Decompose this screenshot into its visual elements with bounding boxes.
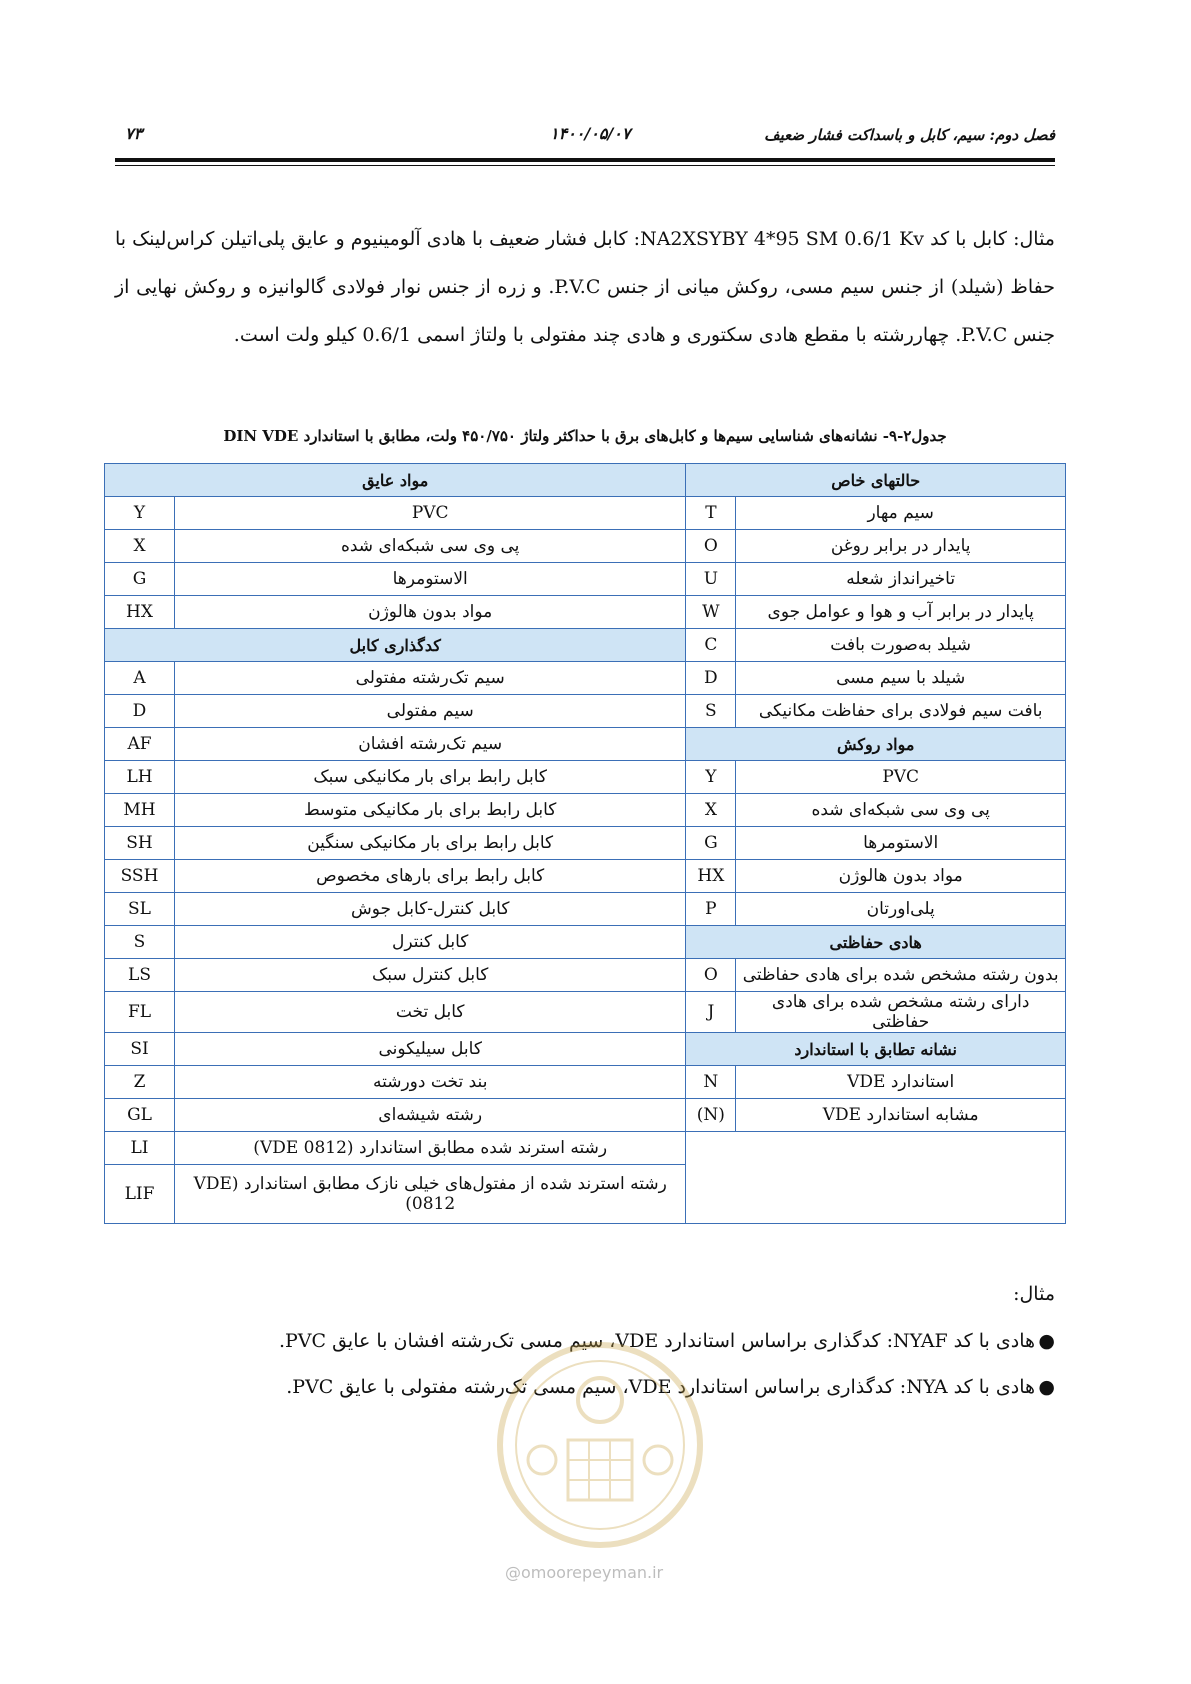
code-cell: S	[686, 695, 736, 728]
table-row	[105, 530, 1066, 563]
description-cell: استاندارد VDE	[736, 1066, 1066, 1099]
example-item: ●هادی با کد NYA: کدگذاری براساس استاندارد VDE، سیم مسی تک‌رشته مفتولی با عایق PVC.	[235, 1364, 1055, 1410]
description-cell: PVC	[175, 497, 686, 530]
code-cell: C	[686, 629, 736, 662]
description-cell: تاخیرانداز شعله	[736, 563, 1066, 596]
code-cell: LS	[105, 959, 175, 992]
bullet-icon: ●	[1038, 1330, 1055, 1352]
bullet-icon: ●	[1038, 1376, 1055, 1398]
section-header-cell: هادی حفاظتی	[686, 926, 1066, 959]
table-row	[105, 1033, 1066, 1066]
table-row	[105, 959, 1066, 992]
table-row	[105, 596, 1066, 629]
code-cell: HX	[686, 860, 736, 893]
description-cell: کابل سیلیکونی	[175, 1033, 686, 1066]
intro-paragraph: مثال: کابل با کد NA2XSYBY 4*95 SM 0.6/1 Kv: کابل فشار ضعیف با هادی آلومینیوم و عایق پلی‌اتیلن کراس‌لینک با حفاظ (شیلد) از جنس سیم مسی، روکش میانی از جنس P.V.C. و زره از جنس نوار فولادی گالوانیزه و روکش نهایی از جنس P.V.C. چهاررشته با مقطع هادی سکتوری و هادی چند مفتولی با ولتاژ اسمی 0.6/1 کیلو ولت است.	[115, 228, 1055, 346]
table-row	[105, 992, 1066, 1033]
description-cell: الاستومرها	[736, 827, 1066, 860]
code-cell: GL	[105, 1099, 175, 1132]
table-row	[105, 563, 1066, 596]
code-cell: X	[105, 530, 175, 563]
table-row	[105, 464, 1066, 497]
chapter-title: فصل دوم: سیم، کابل و باسداکت فشار ضعیف	[764, 126, 1055, 144]
code-cell: AF	[105, 728, 175, 761]
code-cell: N	[686, 1066, 736, 1099]
code-cell: U	[686, 563, 736, 596]
cable-code-table	[104, 463, 1066, 1224]
code-cell: Y	[105, 497, 175, 530]
table-row	[105, 827, 1066, 860]
description-cell: پایدار در برابر روغن	[736, 530, 1066, 563]
code-cell: (N)	[686, 1099, 736, 1132]
header-date: ۱۴۰۰/۰۵/۰۷	[550, 124, 631, 143]
description-cell: پی وی سی شبکه‌ای شده	[175, 530, 686, 563]
description-cell: سیم تک‌رشته مفتولی	[175, 662, 686, 695]
table-row	[105, 662, 1066, 695]
description-cell: پی وی سی شبکه‌ای شده	[736, 794, 1066, 827]
table-row	[105, 1099, 1066, 1132]
description-cell: کابل کنترل سبک	[175, 959, 686, 992]
code-cell: J	[686, 992, 736, 1033]
code-cell: T	[686, 497, 736, 530]
section-header-cell: نشانه تطابق با استاندارد	[686, 1033, 1066, 1066]
description-cell: الاستومرها	[175, 563, 686, 596]
description-cell: بند تخت دورشته	[175, 1066, 686, 1099]
page-number: ۷۳	[125, 124, 143, 143]
description-cell: بافت سیم فولادی برای حفاظت مکانیکی	[736, 695, 1066, 728]
description-cell: بدون رشته مشخص شده برای هادی حفاظتی	[736, 959, 1066, 992]
description-cell: کابل رابط برای بار مکانیکی متوسط	[175, 794, 686, 827]
table-row	[105, 761, 1066, 794]
table-row	[105, 794, 1066, 827]
code-cell: HX	[105, 596, 175, 629]
description-cell: مواد بدون هالوژن	[736, 860, 1066, 893]
code-cell: X	[686, 794, 736, 827]
example-item: ●هادی با کد NYAF: کدگذاری براساس استاندارد VDE، سیم مسی تک‌رشته افشان با عایق PVC.	[235, 1318, 1055, 1364]
code-cell: O	[686, 959, 736, 992]
table-caption: جدول۲-۹- نشانه‌های شناسایی سیم‌ها و کابل‌های برق با حداکثر ولتاژ ۴۵۰/۷۵۰ ولت، مطابق با استاندارد DIN VDE	[223, 427, 947, 445]
description-cell: کابل رابط برای بار مکانیکی سبک	[175, 761, 686, 794]
code-cell: LI	[105, 1132, 175, 1165]
description-cell: پایدار در برابر آب و هوا و عوامل جوی	[736, 596, 1066, 629]
description-cell: شیلد با سیم مسی	[736, 662, 1066, 695]
header-rule-thin	[115, 165, 1055, 166]
description-cell: شیلد به‌صورت بافت	[736, 629, 1066, 662]
section-header-cell: کدگذاری کابل	[105, 629, 686, 662]
code-cell: S	[105, 926, 175, 959]
section-header-cell: مواد عایق	[105, 464, 686, 497]
code-cell: G	[686, 827, 736, 860]
description-cell: سیم مهار	[736, 497, 1066, 530]
code-cell: LH	[105, 761, 175, 794]
description-cell: کابل تخت	[175, 992, 686, 1033]
description-cell: رشته شیشه‌ای	[175, 1099, 686, 1132]
description-cell: کابل کنترل-کابل جوش	[175, 893, 686, 926]
code-cell: Z	[105, 1066, 175, 1099]
code-cell: W	[686, 596, 736, 629]
empty-cell	[686, 1132, 1066, 1224]
description-cell: دارای رشته مشخص شده برای هادی حفاظتی	[736, 992, 1066, 1033]
description-cell: رشته استرند شده از مفتول‌های خیلی نازک مطابق استاندارد (VDE 0812)	[175, 1165, 686, 1224]
code-cell: A	[105, 662, 175, 695]
description-cell: رشته استرند شده مطابق استاندارد (VDE 0812)	[175, 1132, 686, 1165]
table-row	[105, 497, 1066, 530]
description-cell: مواد بدون هالوژن	[175, 596, 686, 629]
table-row	[105, 926, 1066, 959]
watermark: @omoorepeyman.ir	[505, 1563, 664, 1582]
description-cell: پلی‌اورتان	[736, 893, 1066, 926]
section-header-cell: مواد روکش	[686, 728, 1066, 761]
code-cell: D	[105, 695, 175, 728]
code-cell: G	[105, 563, 175, 596]
description-cell: کابل کنترل	[175, 926, 686, 959]
code-cell: LIF	[105, 1165, 175, 1224]
example-label: مثال:	[1013, 1283, 1055, 1305]
description-cell: کابل رابط برای بار مکانیکی سنگین	[175, 827, 686, 860]
code-cell: O	[686, 530, 736, 563]
code-cell: MH	[105, 794, 175, 827]
table-row	[105, 1132, 1066, 1165]
code-cell: P	[686, 893, 736, 926]
code-cell: SSH	[105, 860, 175, 893]
code-cell: SI	[105, 1033, 175, 1066]
code-cell: Y	[686, 761, 736, 794]
description-cell: مشابه استاندارد VDE	[736, 1099, 1066, 1132]
table-row	[105, 1066, 1066, 1099]
code-cell: D	[686, 662, 736, 695]
table-row	[105, 893, 1066, 926]
table-row	[105, 860, 1066, 893]
publisher-seal-logo	[490, 1330, 710, 1560]
description-cell: کابل رابط برای بارهای مخصوص	[175, 860, 686, 893]
header-rule-thick	[115, 158, 1055, 162]
description-cell: سیم مفتولی	[175, 695, 686, 728]
page-header	[115, 118, 1055, 148]
code-cell: FL	[105, 992, 175, 1033]
description-cell: PVC	[736, 761, 1066, 794]
table-row	[105, 728, 1066, 761]
code-cell: SL	[105, 893, 175, 926]
section-header-cell: حالتهای خاص	[686, 464, 1066, 497]
code-cell: SH	[105, 827, 175, 860]
table-row	[105, 629, 1066, 662]
table-row	[105, 695, 1066, 728]
description-cell: سیم تک‌رشته افشان	[175, 728, 686, 761]
